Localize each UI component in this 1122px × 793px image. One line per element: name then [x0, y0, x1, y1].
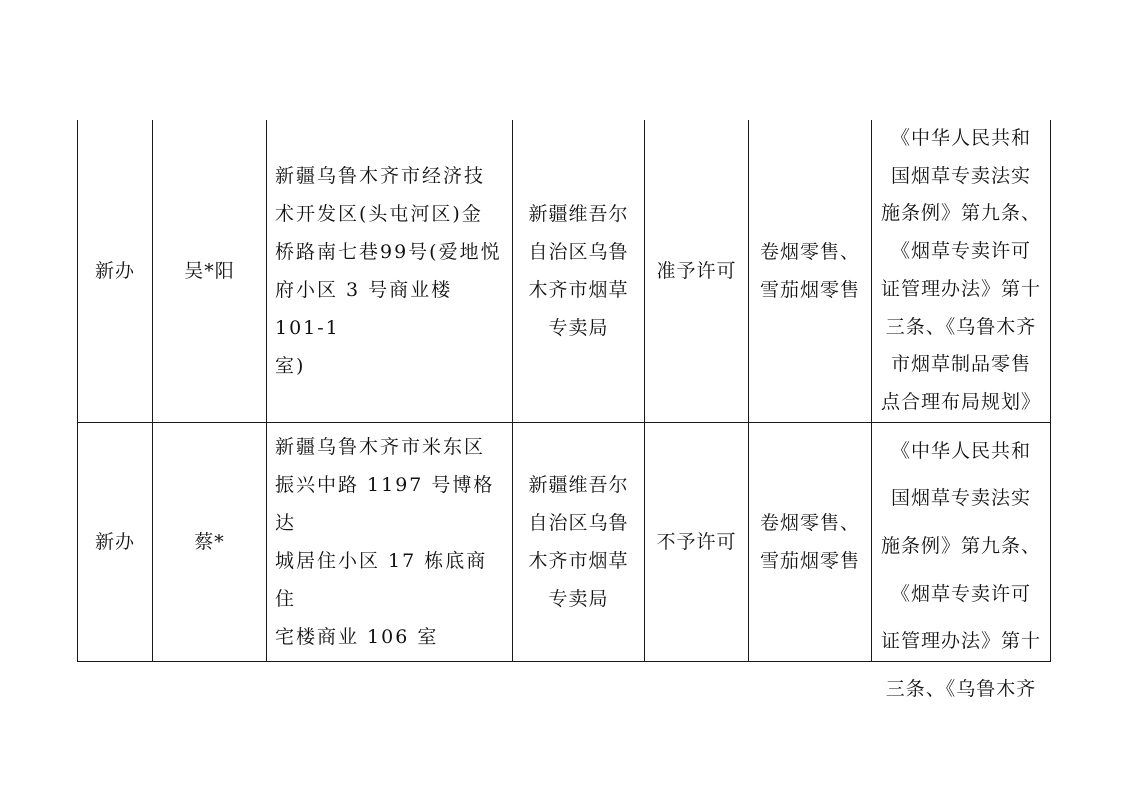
- business-scope-cell: [749, 422, 872, 661]
- authority-line: 专卖局: [548, 587, 609, 610]
- decision-cell: 准予许可: [645, 120, 749, 422]
- authority-line: 自治区乌鲁: [528, 240, 629, 263]
- license-table: [77, 120, 1051, 701]
- scope-line: 雪茄烟零售: [759, 549, 860, 572]
- application-type-cell: 新办: [78, 120, 153, 422]
- scope-line: 卷烟零售、: [759, 511, 860, 534]
- legal-basis-clip: [872, 423, 1050, 701]
- table-row: [78, 422, 1051, 661]
- basis-line: 市烟草制品零售: [890, 353, 1031, 376]
- basis-line: 三条、《乌鲁木齐: [885, 315, 1037, 338]
- business-scope-cell: [749, 120, 872, 422]
- basis-line: 施条例》第九条、: [880, 202, 1041, 225]
- scope-line: 卷烟零售、: [759, 240, 860, 263]
- basis-line: 国烟草专卖法实: [890, 487, 1031, 510]
- authority-line: 专卖局: [548, 316, 609, 339]
- basis-line: 《中华人民共和: [890, 439, 1031, 462]
- scope-line: 雪茄烟零售: [759, 278, 860, 301]
- basis-line: 《烟草专卖许可: [890, 240, 1031, 263]
- legal-basis-cell: [872, 422, 1051, 701]
- address-line: 新疆乌鲁木齐市米东区: [275, 435, 486, 458]
- basis-line: 施条例》第九条、: [880, 535, 1041, 558]
- basis-line: 《烟草专卖许可: [890, 582, 1031, 605]
- decision-cell: 不予许可: [645, 422, 749, 661]
- authority-cell: [513, 422, 645, 661]
- application-type-cell: 新办: [78, 422, 153, 661]
- applicant-name-cell: 吴*阳: [153, 120, 267, 422]
- authority-line: 新疆维吾尔: [528, 202, 629, 225]
- authority-line: 木齐市烟草: [528, 549, 629, 572]
- basis-line: 三条、《乌鲁木齐: [885, 678, 1037, 701]
- legal-basis-cell: [872, 120, 1051, 422]
- basis-line: 点合理布局规划》: [880, 390, 1041, 413]
- address-line: 新疆乌鲁木齐市经济技: [275, 164, 486, 187]
- address-line: 室): [275, 354, 306, 377]
- basis-line: 《中华人民共和: [890, 127, 1031, 149]
- authority-cell: [513, 120, 645, 422]
- authority-line: 新疆维吾尔: [528, 473, 629, 496]
- authority-line: 木齐市烟草: [528, 278, 629, 301]
- address-line: 桥路南七巷99号(爱地悦: [275, 240, 502, 263]
- address-line: 术开发区(头屯河区)金: [275, 202, 483, 225]
- address-line: 府小区 3 号商业楼 101-1: [275, 278, 453, 339]
- applicant-name-cell: 蔡*: [153, 422, 267, 661]
- address-line: 城居住小区 17 栋底商住: [275, 549, 488, 610]
- address-line: 振兴中路 1197 号博格达: [275, 473, 495, 534]
- address-cell: [267, 422, 513, 661]
- address-cell: [267, 120, 513, 422]
- authority-line: 自治区乌鲁: [528, 511, 629, 534]
- basis-line: 国烟草专卖法实: [890, 164, 1031, 187]
- table-row: [78, 120, 1051, 422]
- basis-line: 证管理办法》第十: [880, 630, 1041, 653]
- address-line: 宅楼商业 106 室: [275, 625, 439, 648]
- basis-line: 证管理办法》第十: [880, 277, 1041, 300]
